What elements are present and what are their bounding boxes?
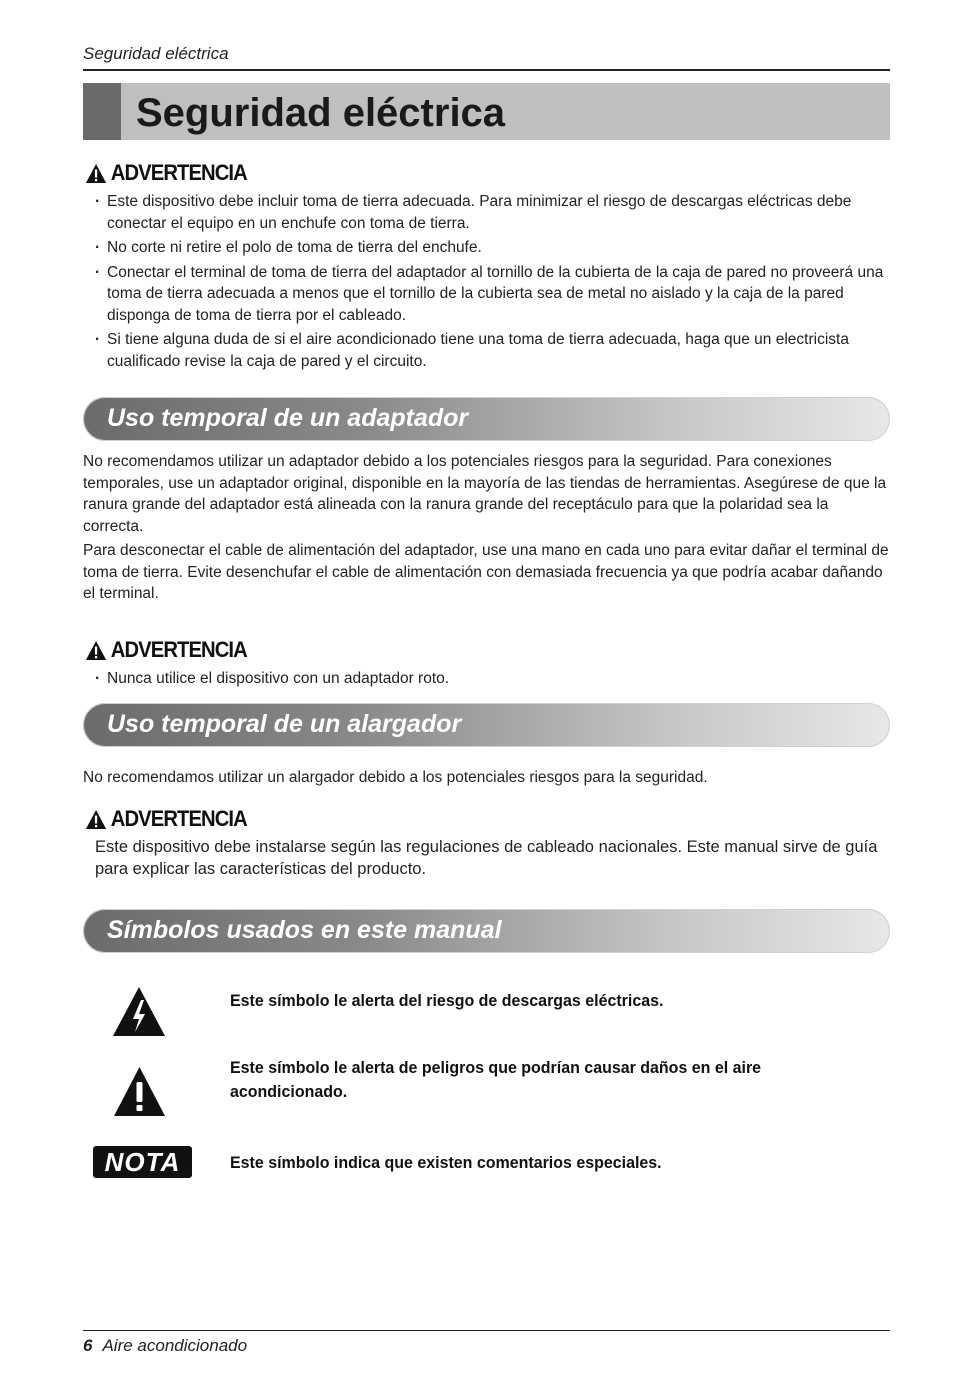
adapter-paragraph-1: No recomendamos utilizar un adaptador debido a los potenciales riesgos para la seguridad. Para conexiones temporales, use un adaptador original, disponible en la mayoría de las tiendas de herramientas. Asegúrese de que la ranura grande del adaptador está alineada con la ranura grande del receptáculo para que la polaridad sea la correcta. [83, 453, 887, 535]
electric-symbol-description: Este símbolo le alerta del riesgo de descargas eléctricas. [230, 991, 664, 1010]
section-header-extension [83, 703, 890, 747]
list-item: · Este dispositivo debe incluir toma de tierra adecuada. Para minimizar el riesgo de descargas eléctricas debe conectar el equipo en un enchufe con toma de tierra. [95, 191, 890, 234]
warning-label: ADVERTENCIA [110, 637, 247, 662]
section-title: Uso temporal de un alargador [107, 710, 462, 738]
adapter-paragraph-2: Para desconectar el cable de alimentación del adaptador, use una mano en cada uno para evitar dañar el terminal de toma de tierra. Evite desenchufar el cable de alimentación con demasiada frecuencia ya que podría acabar dañando el terminal. [83, 542, 889, 602]
header-divider [83, 69, 890, 71]
warning-triangle-icon [85, 809, 107, 830]
footer-divider [83, 1330, 890, 1331]
section-header-adapter [83, 397, 890, 441]
page-title: Seguridad eléctrica [136, 91, 506, 135]
title-accent-block [83, 83, 121, 140]
extension-warning-text: Este dispositivo debe instalarse según las regulaciones de cableado nacionales. Este manual sirve de guía para explicar las características del producto. [95, 838, 878, 878]
nota-label: NOTA [104, 1147, 181, 1177]
running-header: Seguridad eléctrica [83, 44, 229, 63]
page-number: 6 [83, 1336, 93, 1355]
footer [83, 1336, 247, 1356]
warning-triangle-icon [85, 163, 107, 184]
warning-list [95, 191, 890, 375]
danger-symbol-description: Este símbolo le alerta de peligros que podrían causar daños en el aire acondicionado. [230, 1058, 762, 1101]
section-header-symbols [83, 909, 890, 953]
list-item: · No corte ni retire el polo de toma de tierra del enchufe. [95, 237, 890, 259]
warning-heading [85, 637, 247, 663]
nota-badge [93, 1146, 192, 1178]
section-title: Símbolos usados en este manual [107, 916, 502, 944]
list-item: · Conectar el terminal de toma de tierra del adaptador al tornillo de la cubierta de la caja de pared no proveerá una toma de tierra adecuada a menos que el tornillo de la cubierta sea de metal no aislado y la caja de la pared disponga de toma de tierra por el cableado. [95, 262, 890, 327]
warning-label: ADVERTENCIA [110, 806, 247, 831]
exclamation-triangle-icon [112, 1065, 167, 1118]
nota-symbol-description: Este símbolo indica que existen comentarios especiales. [230, 1153, 662, 1172]
electric-shock-icon [111, 985, 167, 1038]
title-band [83, 83, 890, 140]
footer-product: Aire acondicionado [102, 1336, 248, 1355]
warning-heading [85, 806, 247, 832]
warning-heading [85, 160, 247, 186]
warning-triangle-icon [85, 640, 107, 661]
warning-list [95, 668, 890, 693]
section-title: Uso temporal de un adaptador [107, 404, 469, 432]
list-item: · Si tiene alguna duda de si el aire acondicionado tiene una toma de tierra adecuada, haga que un electricista cualificado revise la caja de pared y el circuito. [95, 329, 890, 372]
list-item: · Nunca utilice el dispositivo con un adaptador roto. [95, 668, 890, 690]
extension-paragraph: No recomendamos utilizar un alargador debido a los potenciales riesgos para la seguridad. [83, 769, 708, 786]
warning-label: ADVERTENCIA [110, 160, 247, 185]
